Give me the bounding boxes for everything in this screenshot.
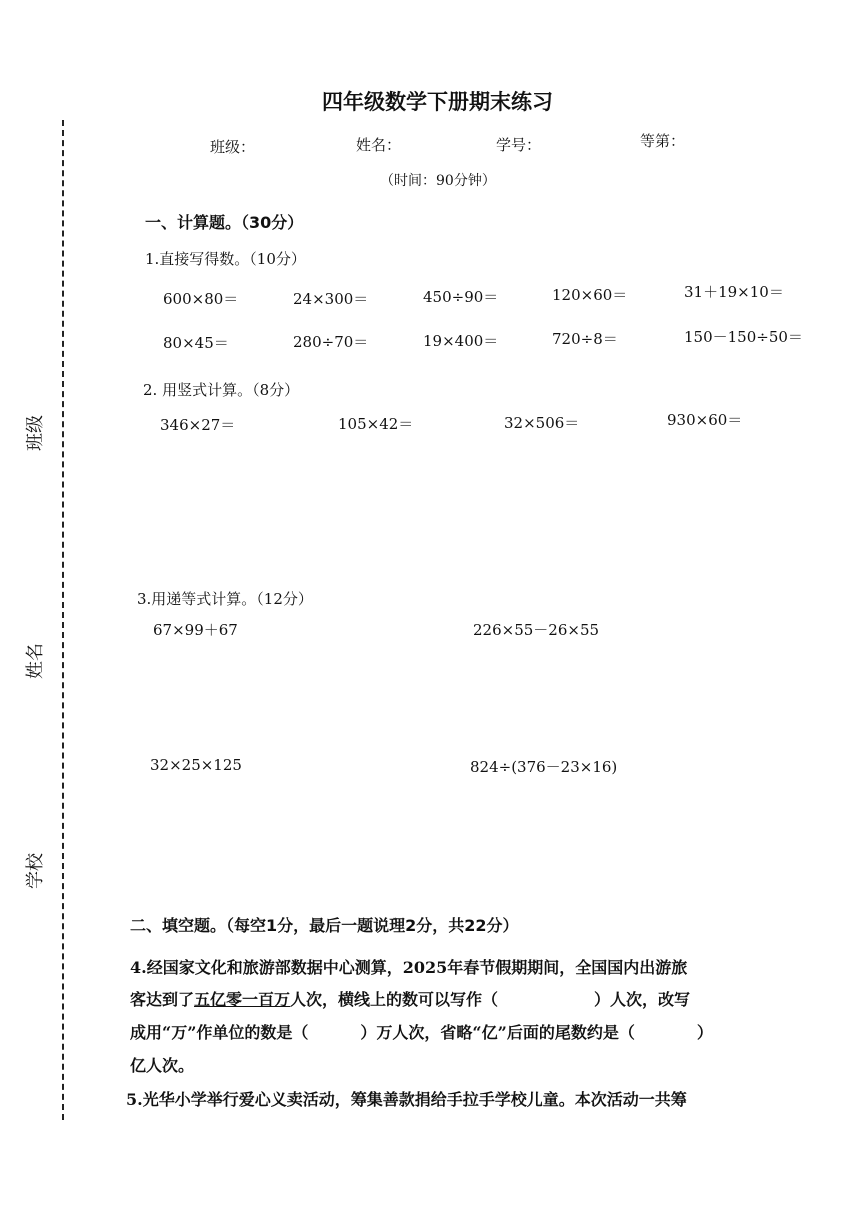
mental-calc-item: 280÷70＝: [293, 333, 369, 351]
side-label-school: 学校: [25, 853, 46, 889]
time-limit: （时间：90分钟）: [380, 173, 496, 189]
step-calc-item: 824÷(376－23×16): [470, 758, 618, 776]
q4-text: 客达到了: [130, 990, 195, 1009]
mental-calc-item: 600×80＝: [163, 290, 239, 308]
mental-calc-item: 720÷8＝: [552, 330, 618, 348]
mental-calc-item: 19×400＝: [423, 332, 499, 350]
mental-calc-item: 120×60＝: [552, 286, 628, 304]
class-field-label: 班级：: [210, 138, 256, 156]
question-4-line-4: 亿人次。: [130, 1056, 195, 1075]
name-field-label: 姓名：: [356, 136, 402, 154]
mental-calc-item: 450÷90＝: [423, 288, 499, 306]
q4-text: ）万人次，省略“亿”后面的尾数约是（: [360, 1023, 635, 1042]
step-calc-item: 67×99＋67: [153, 621, 238, 639]
mental-calc-item: 80×45＝: [163, 334, 229, 352]
student-id-field-label: 学号：: [496, 136, 542, 154]
q4-text: ）人次，改写: [594, 990, 691, 1009]
question-5-line-1: 5.光华小学举行爱心义卖活动，筹集善款捐给手拉手学校儿童。本次活动一共筹: [126, 1090, 687, 1109]
column-calc-item: 32×506＝: [504, 414, 580, 432]
question-4-line-1: 4.经国家文化和旅游部数据中心测算，2025年春节假期期间，全国国内出游旅: [130, 958, 688, 977]
grade-field-label: 等第：: [640, 132, 686, 150]
section-1-heading: 一、计算题。（30分）: [145, 213, 304, 232]
side-label-name: 姓名: [25, 643, 46, 679]
question-4-line-3: [130, 1020, 713, 1043]
question-4-line-2: [130, 987, 690, 1010]
question-1-heading: 1.直接写得数。（10分）: [145, 250, 306, 268]
q4-text: ）: [696, 1023, 713, 1042]
step-calc-item: 32×25×125: [150, 756, 242, 774]
side-label-class: 班级: [25, 415, 46, 451]
column-calc-item: 930×60＝: [667, 411, 743, 429]
q4-text: 成用“万”作单位的数是（: [130, 1023, 309, 1042]
column-calc-item: 346×27＝: [160, 416, 236, 434]
column-calc-item: 105×42＝: [338, 415, 414, 433]
mental-calc-item: 31＋19×10＝: [684, 283, 784, 301]
q4-text: 人次，横线上的数可以写作（: [290, 990, 499, 1009]
step-calc-item: 226×55－26×55: [473, 621, 600, 639]
mental-calc-item: 24×300＝: [293, 290, 369, 308]
binding-margin-dashed-line: [62, 120, 64, 1120]
q4-underlined-number: 五亿零一百万: [194, 990, 291, 1009]
mental-calc-item: 150－150÷50＝: [684, 328, 803, 346]
question-2-heading: 2. 用竖式计算。（8分）: [143, 381, 300, 399]
section-2-heading: 二、填空题。（每空1分，最后一题说理2分，共22分）: [130, 916, 519, 935]
question-3-heading: 3.用递等式计算。（12分）: [137, 590, 313, 608]
page-title: 四年级数学下册期末练习: [322, 90, 553, 114]
